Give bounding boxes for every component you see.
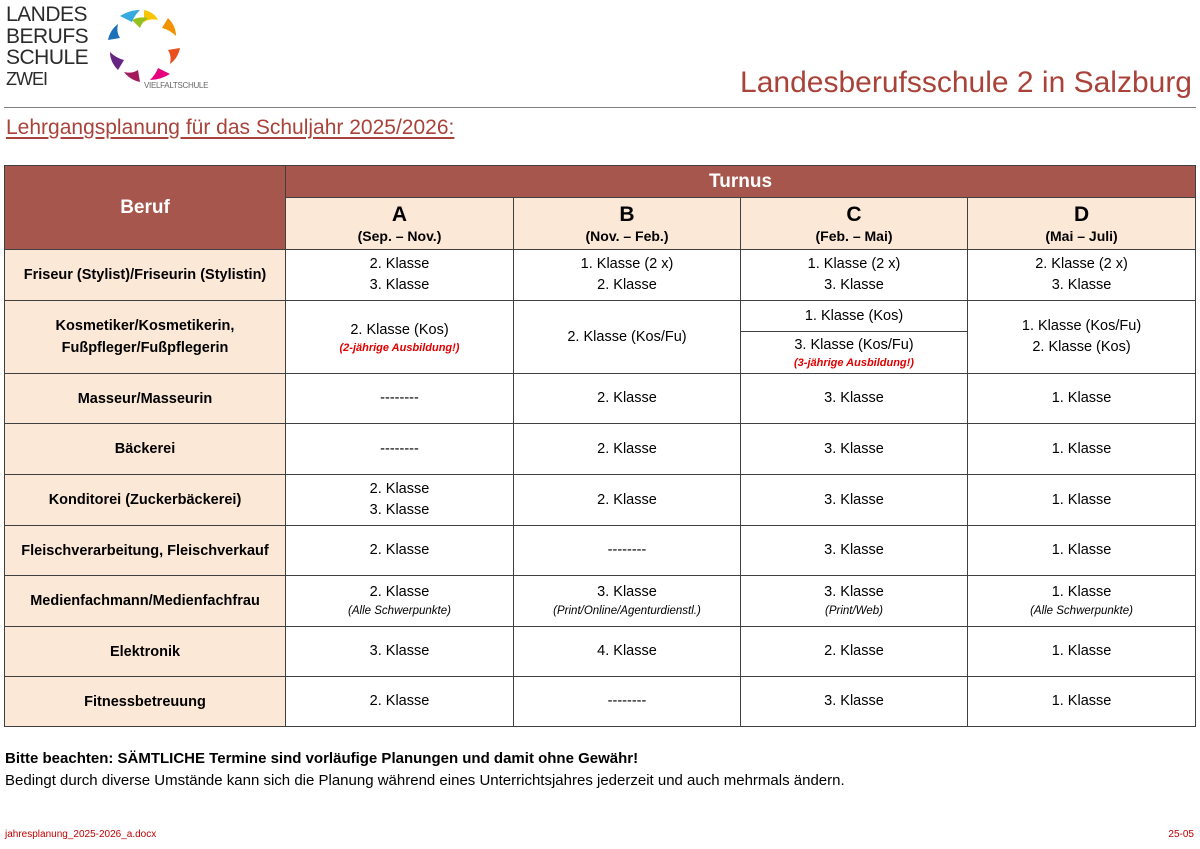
turnus-cell (286, 475, 514, 526)
turnus-cell: 1. Klasse (968, 677, 1196, 727)
column-letter: B (619, 202, 635, 226)
turnus-cell: 1. Klasse (968, 526, 1196, 576)
beruf-cell: Konditorei (Zuckerbäckerei) (5, 475, 286, 526)
turnus-header: Turnus (286, 166, 1196, 198)
turnus-cell (286, 301, 514, 374)
training-note: (3-jährige Ausbildung!) (794, 357, 914, 369)
cell-line: 2. Klasse (Kos) (350, 321, 449, 338)
turnus-cell (968, 301, 1196, 374)
cell-line: 2. Klasse (Kos) (1032, 339, 1131, 355)
turnus-cell: 3. Klasse (741, 526, 968, 576)
logo-swirl-icon (102, 6, 186, 86)
turnus-cell (286, 250, 514, 301)
cell-line: 2. Klasse (2 x) (1035, 256, 1128, 272)
column-range: (Feb. – Mai) (815, 227, 893, 244)
turnus-cell: 1. Klasse (968, 424, 1196, 475)
split-bottom (741, 332, 967, 373)
beruf-cell: Friseur (Stylist)/Friseurin (Stylistin) (5, 250, 286, 301)
column-header-b (514, 198, 741, 250)
cell-line: 3. Klasse (824, 584, 884, 600)
cell-line: 2. Klasse (369, 256, 430, 272)
column-range: (Nov. – Feb.) (585, 227, 669, 244)
column-range: (Sep. – Nov.) (357, 227, 442, 244)
cell-line: 3. Klasse (1051, 277, 1112, 293)
logo-line: LANDES (6, 3, 88, 26)
cell-line: 3. Klasse (824, 277, 884, 293)
beruf-cell: Bäckerei (5, 424, 286, 475)
turnus-cell: 2. Klasse (741, 627, 968, 677)
turnus-cell: -------- (286, 374, 514, 424)
column-letter: A (391, 202, 408, 226)
turnus-cell: 2. Klasse (Kos/Fu) (514, 301, 741, 374)
cell-line: 1. Klasse (1051, 584, 1112, 600)
cell-line: 1. Klasse (2 x) (580, 256, 674, 272)
turnus-cell: 2. Klasse (514, 424, 741, 475)
turnus-cell (741, 576, 968, 627)
turnus-cell (514, 576, 741, 627)
column-letter: D (1073, 202, 1090, 226)
cell-line: 2. Klasse (369, 584, 430, 600)
table-row (5, 374, 1196, 424)
turnus-cell (968, 250, 1196, 301)
turnus-cell: 2. Klasse (514, 475, 741, 526)
cell-line: 3. Klasse (369, 277, 430, 293)
turnus-cell: 1. Klasse (968, 374, 1196, 424)
header-divider (4, 107, 1196, 108)
beruf-line: Kosmetiker/Kosmetikerin, (55, 318, 235, 334)
table-row (5, 301, 1196, 374)
disclaimer (5, 748, 845, 792)
logo-line: ZWEI (6, 68, 47, 89)
turnus-cell: -------- (514, 677, 741, 727)
table-row (5, 424, 1196, 475)
turnus-cell: 3. Klasse (741, 424, 968, 475)
logo-wordmark (6, 4, 88, 90)
turnus-cell: 2. Klasse (286, 526, 514, 576)
table-row (5, 576, 1196, 627)
cell-line: 1. Klasse (Kos) (741, 301, 967, 332)
turnus-cell: 2. Klasse (286, 677, 514, 727)
schedule-table (4, 165, 1196, 727)
cell-note: (Print/Web) (825, 605, 883, 617)
cell-note: (Print/Online/Agenturdienstl.) (553, 605, 701, 617)
table-row (5, 250, 1196, 301)
cell-line: 2. Klasse (597, 277, 657, 293)
turnus-cell: 2. Klasse (514, 374, 741, 424)
training-note: (2-jährige Ausbildung!) (339, 341, 460, 354)
cell-line: 1. Klasse (Kos/Fu) (1021, 318, 1142, 334)
beruf-cell: Fitnessbetreuung (5, 677, 286, 727)
beruf-cell: Masseur/Masseurin (5, 374, 286, 424)
turnus-cell (968, 576, 1196, 627)
footer-filename: jahresplanung_2025-2026_a.docx (5, 829, 157, 840)
beruf-line: Fußpfleger/Fußpflegerin (61, 340, 229, 356)
turnus-cell: 3. Klasse (741, 374, 968, 424)
logo-line: BERUFS (6, 24, 89, 48)
beruf-cell: Fleischverarbeitung, Fleischverkauf (5, 526, 286, 576)
column-letter: C (846, 202, 862, 226)
disclaimer-text: Bedingt durch diverse Umstände kann sich die Planung während eines Unterrichtsjahres jederzeit und auch mehrmals ändern. (5, 772, 845, 789)
cell-note: (Alle Schwerpunkte) (348, 605, 451, 617)
turnus-cell: 1. Klasse (968, 475, 1196, 526)
beruf-cell (5, 301, 286, 374)
disclaimer-bold: Bitte beachten: SÄMTLICHE Termine sind vorläufige Planungen und damit ohne Gewähr! (5, 750, 639, 767)
cell-line: 2. Klasse (369, 481, 430, 497)
table-row (5, 627, 1196, 677)
turnus-cell (741, 250, 968, 301)
beruf-cell: Medienfachmann/Medienfachfrau (5, 576, 286, 627)
turnus-cell (286, 576, 514, 627)
cell-line: 3. Klasse (369, 502, 430, 518)
turnus-cell: 1. Klasse (968, 627, 1196, 677)
column-range: (Mai – Juli) (1045, 227, 1118, 244)
turnus-cell: -------- (514, 526, 741, 576)
beruf-header: Beruf (5, 166, 286, 250)
cell-line: 1. Klasse (2 x) (807, 256, 901, 272)
turnus-cell (514, 250, 741, 301)
turnus-cell: -------- (286, 424, 514, 475)
school-logo (6, 3, 209, 94)
logo-line: SCHULE (6, 46, 89, 69)
column-header-c (741, 198, 968, 250)
logo-tagline: VIELFALTSCHULE (144, 81, 209, 90)
column-header-d (968, 198, 1196, 250)
turnus-cell: 4. Klasse (514, 627, 741, 677)
turnus-cell: 3. Klasse (286, 627, 514, 677)
beruf-cell: Elektronik (5, 627, 286, 677)
footer-version: 25-05 (1168, 829, 1194, 840)
cell-note: (Alle Schwerpunkte) (1030, 605, 1133, 617)
table-row (5, 677, 1196, 727)
column-header-a (286, 198, 514, 250)
school-name: Landesberufsschule 2 in Salzburg (740, 66, 1192, 99)
turnus-cell-split (741, 301, 968, 374)
turnus-cell: 3. Klasse (741, 475, 968, 526)
page-subtitle: Lehrgangsplanung für das Schuljahr 2025/2026: (6, 116, 455, 139)
cell-line: 3. Klasse (Kos/Fu) (794, 337, 914, 353)
table-row (5, 526, 1196, 576)
cell-line: 3. Klasse (597, 584, 657, 600)
table-row (5, 475, 1196, 526)
turnus-cell: 3. Klasse (741, 677, 968, 727)
